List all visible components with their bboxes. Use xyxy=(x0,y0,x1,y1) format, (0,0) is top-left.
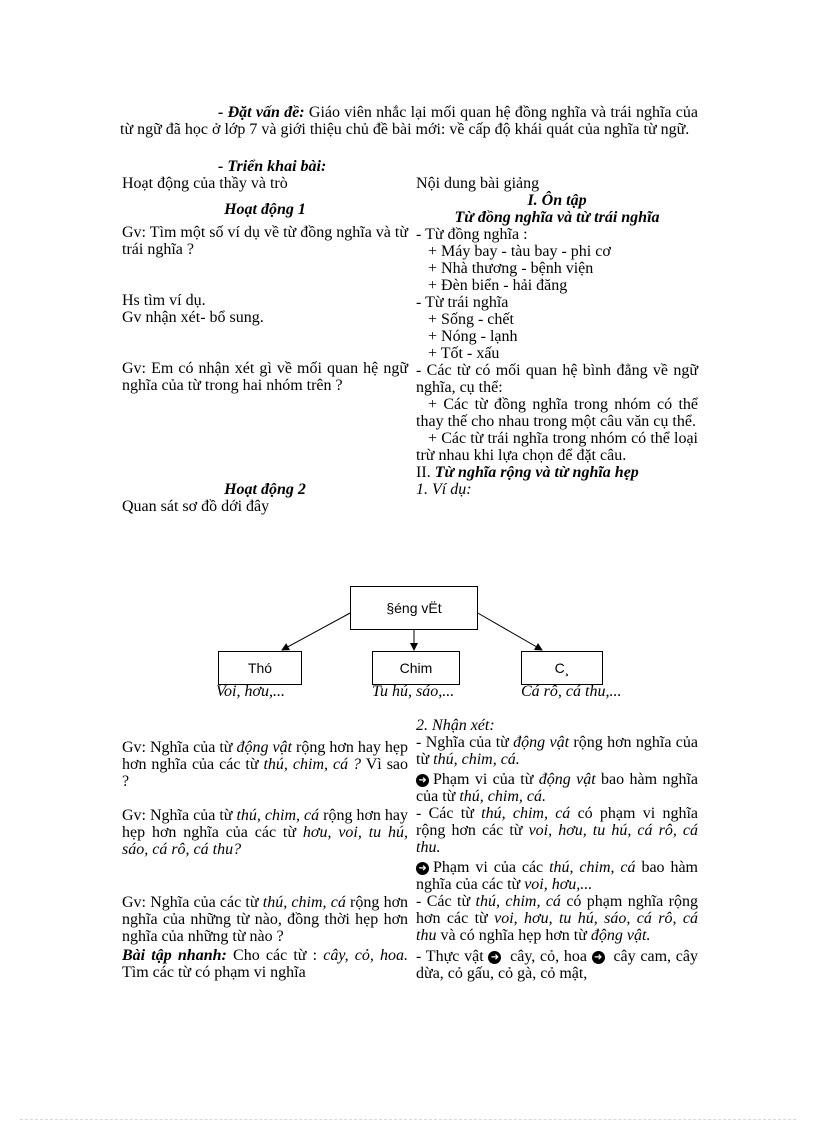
arrow-to-ca xyxy=(476,612,542,650)
quick-exercise: Bài tập nhanh: Cho các từ : cây, cỏ, hoa. Tìm các từ có phạm vi nghĩa xyxy=(122,947,409,981)
teacher-note: Gv nhận xét- bổ sung. xyxy=(122,309,264,326)
answer-6: - Thực vật ➜ cây, cỏ, hoa ➜ cây cam, cây dừa, cỏ gấu, cỏ gà, cỏ mật, xyxy=(416,948,698,982)
antonym-item: + Tốt - xấu xyxy=(428,345,500,362)
answer-4: ➜ Phạm vi của các thú, chim, cá bao hàm nghĩa của các từ voi, hơu,... xyxy=(416,859,698,893)
question-5: Gv: Nghĩa của các từ thú, chim, cá rộng hơn nghĩa của những từ nào, đồng thời hẹp hơn nghĩa của những từ nào ? xyxy=(122,894,409,945)
antonym-item: + Nóng - lạnh xyxy=(428,328,518,345)
bullet-arrow-icon: ➜ xyxy=(416,862,429,875)
question-2: Gv: Em có nhận xét gì về mối quan hệ ngữ nghĩa của từ trong hai nhóm trên ? xyxy=(122,360,409,394)
relation-antonym: + Các từ trái nghĩa trong nhóm có thể loại trừ nhau khi lựa chọn để đặt câu. xyxy=(416,430,698,464)
part-2-title: II. Từ nghĩa rộng và từ nghĩa hẹp xyxy=(416,464,639,481)
answer-5: - Các từ thú, chim, cá có phạm nghĩa rộng hơn các từ voi, hơu, tu hú, sáo, cá rô, cá thu và có nghĩa hẹp hơn từ động vật. xyxy=(416,893,699,944)
diagram-node-thu: Thó xyxy=(218,651,302,685)
diagram-examples-thu: Voi, hơu,... xyxy=(216,683,285,700)
diagram-node-ca: C¸ xyxy=(521,651,603,685)
page-bottom-divider xyxy=(20,1119,796,1120)
synonym-item: + Máy bay - tàu bay - phi cơ xyxy=(428,243,611,260)
question-3: Gv: Nghĩa của từ động vật rộng hơn hay hẹp hơn nghĩa của các từ thú, chim, cá ? Vì sao ? xyxy=(122,739,409,790)
antonym-item: + Sống - chết xyxy=(428,311,514,328)
intro-lead: - Đặt vấn đề: xyxy=(218,104,305,121)
diagram-examples-ca: Cá rô, cá thu,... xyxy=(521,683,622,700)
diagram-root: §éng vËt xyxy=(350,586,478,630)
antonym-label: - Từ trái nghĩa xyxy=(416,294,509,311)
synonym-item: + Đèn biển - hải đăng xyxy=(428,277,568,294)
activity-2-title: Hoạt động 2 xyxy=(224,481,306,498)
relation-synonym: + Các từ đồng nghĩa trong nhóm có thể thay thế cho nhau trong một câu văn cụ thể. xyxy=(416,396,698,430)
student-response: Hs tìm ví dụ. xyxy=(122,292,206,309)
diagram-node-chim: Chim xyxy=(372,651,460,685)
header-content: Nội dung bài giảng xyxy=(416,175,540,192)
synonym-item: + Nhà thương - bệnh viện xyxy=(428,260,594,277)
question-1: Gv: Tìm một số ví dụ về từ đồng nghĩa và từ trái nghĩa ? xyxy=(122,224,409,258)
arrow-to-thu xyxy=(282,612,352,650)
question-4: Gv: Nghĩa của từ thú, chim, cá rộng hơn hay hẹp hơn nghĩa của các từ hơu, voi, tu hú, sáo, cá rô, cá thu? xyxy=(122,807,409,858)
answer-1: - Nghĩa của từ động vật rộng hơn nghĩa của từ thú, chim, cá. xyxy=(416,734,699,768)
header-activities: Hoạt động của thầy và trò xyxy=(122,175,288,192)
lesson-table-part-2 xyxy=(118,717,704,1017)
observe-text: Quan sát sơ đồ dới đây xyxy=(122,498,270,515)
bullet-arrow-icon: ➜ xyxy=(416,774,429,787)
diagram-examples-chim: Tu hú, sáo,... xyxy=(372,683,455,700)
synonym-label: - Từ đồng nghĩa : xyxy=(416,226,528,243)
activity-1-title: Hoạt động 1 xyxy=(224,201,306,218)
answer-2: ➜ Phạm vi của từ động vật bao hàm nghĩa của từ thú, chim, cá. xyxy=(416,771,698,805)
bullet-arrow-icon: ➜ xyxy=(488,951,501,964)
example-label: 1. Ví dụ: xyxy=(416,481,472,498)
relation-text: - Các từ có mối quan hệ bình đẳng về ngữ nghĩa, cụ thể: xyxy=(416,362,698,396)
part-1-title: I. Ôn tập xyxy=(527,192,587,209)
trien-khai-heading: - Triển khai bài: xyxy=(218,158,327,175)
remark-title: 2. Nhận xét: xyxy=(416,717,495,734)
answer-3: - Các từ thú, chim, cá có phạm vi nghĩa rộng hơn các từ voi, hơu, tu hú, cá rô, cá thu. xyxy=(416,805,698,856)
bullet-arrow-icon: ➜ xyxy=(592,951,605,964)
part-1-subtitle: Từ đồng nghĩa và từ trái nghĩa xyxy=(454,209,660,226)
intro-text: Giáo viên nhắc lại mối quan hệ đồng nghĩa và trái nghĩa của từ ngữ đã học ở lớp 7 và giới thiệu chủ đề bài mới: về cấp độ khái quát của nghĩa từ ngữ. xyxy=(120,104,699,138)
